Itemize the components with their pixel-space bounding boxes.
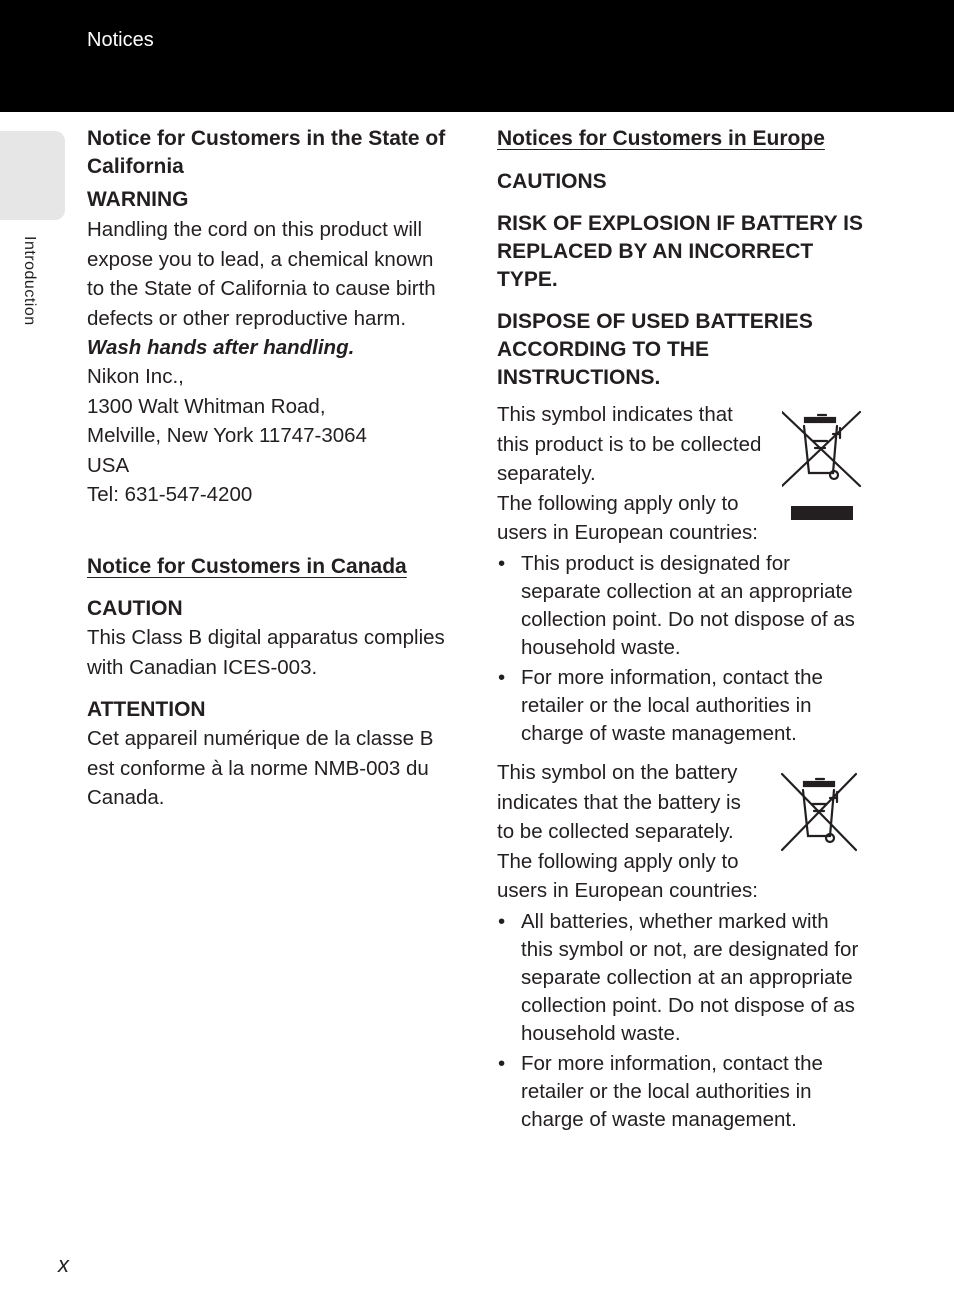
battery-symbol-text: indicates that the battery is xyxy=(497,790,741,814)
battery-bin-crossed-icon xyxy=(780,770,858,854)
risk-warning-line: TYPE. xyxy=(497,268,558,291)
battery-symbol-text: The following apply only to xyxy=(497,849,739,873)
dispose-warning-line: ACCORDING TO THE xyxy=(497,338,709,361)
list-item-line: All batteries, whether marked with xyxy=(521,910,829,933)
battery-symbol-text: This symbol on the battery xyxy=(497,761,738,784)
europe-heading: Notices for Customers in Europe xyxy=(497,127,825,150)
header-bar xyxy=(0,0,954,112)
list-item-line: this symbol or not, are designated for xyxy=(521,938,859,961)
wheelie-bin-crossed-icon xyxy=(782,408,862,522)
cautions-label: CAUTIONS xyxy=(497,170,607,193)
bullet-dot: • xyxy=(498,1052,506,1075)
list-item-line: For more information, contact the xyxy=(521,1052,823,1075)
list-item-line: charge of waste management. xyxy=(521,722,797,745)
list-item xyxy=(497,1050,858,1134)
battery-bullet-list xyxy=(497,908,858,1134)
list-item-line: collection point. Do not dispose of as xyxy=(521,608,855,631)
list-item-line: retailer or the local authorities in xyxy=(521,694,812,717)
warning-text-line: defects or other reproductive harm. xyxy=(87,306,407,330)
battery-symbol-text: to be collected separately. xyxy=(497,820,734,843)
list-item xyxy=(497,908,858,1048)
address-line: 1300 Walt Whitman Road, xyxy=(87,394,326,418)
attention-label: ATTENTION xyxy=(87,698,206,721)
product-symbol-text: separately. xyxy=(497,462,596,485)
bullet-dot: • xyxy=(498,666,506,689)
risk-warning-line: REPLACED BY AN INCORRECT xyxy=(497,240,814,263)
product-symbol-text: this product is to be collected xyxy=(497,432,762,456)
page-title: Notices xyxy=(87,29,154,51)
california-heading-line-1: Notice for Customers in the State of xyxy=(87,127,446,150)
list-item-line: household waste. xyxy=(521,636,681,659)
address-line: Melville, New York 11747-3064 xyxy=(87,424,367,447)
list-item-line: charge of waste management. xyxy=(521,1108,797,1131)
chapter-tab xyxy=(0,131,65,220)
address-line: Tel: 631-547-4200 xyxy=(87,483,253,506)
california-heading-line-2: California xyxy=(87,155,184,178)
product-bullet-list xyxy=(497,550,855,748)
attention-text-line: Cet appareil numérique de la classe B xyxy=(87,727,434,750)
attention-text-line: Canada. xyxy=(87,786,165,809)
list-item-line: separate collection at an appropriate xyxy=(521,580,853,603)
warning-text-line: expose you to lead, a chemical known xyxy=(87,247,434,271)
list-item xyxy=(497,550,855,662)
warning-text-line: to the State of California to cause birth xyxy=(87,277,436,300)
page-number: x xyxy=(58,1252,69,1277)
caution-text-line: with Canadian ICES-003. xyxy=(87,655,318,679)
list-item-line: household waste. xyxy=(521,1022,681,1045)
dispose-warning-line: INSTRUCTIONS. xyxy=(497,366,661,389)
canada-heading: Notice for Customers in Canada xyxy=(87,555,407,578)
product-symbol-text: This symbol indicates that xyxy=(497,403,733,426)
chapter-label: Introduction xyxy=(21,236,38,326)
list-item-line: collection point. Do not dispose of as xyxy=(521,994,855,1017)
list-item-line: For more information, contact the xyxy=(521,666,823,689)
list-item xyxy=(497,664,855,748)
product-symbol-text: users in European countries: xyxy=(497,521,758,544)
caution-text-line: This Class B digital apparatus complies xyxy=(87,626,445,649)
bullet-dot: • xyxy=(498,552,506,575)
warning-text-line: Handling the cord on this product will xyxy=(87,218,423,241)
address-line: Nikon Inc., xyxy=(87,365,184,388)
bullet-dot: • xyxy=(498,910,506,933)
list-item-line: retailer or the local authorities in xyxy=(521,1080,812,1103)
caution-label: CAUTION xyxy=(87,597,183,620)
battery-symbol-text: users in European countries: xyxy=(497,879,758,902)
wash-hands-notice: Wash hands after handling. xyxy=(87,336,355,359)
warning-label: WARNING xyxy=(87,188,189,211)
list-item-line: separate collection at an appropriate xyxy=(521,966,853,989)
address-line: USA xyxy=(87,453,130,477)
risk-warning-line: RISK OF EXPLOSION IF BATTERY IS xyxy=(497,212,863,235)
attention-text-line: est conforme à la norme NMB-003 du xyxy=(87,756,429,780)
product-symbol-text: The following apply only to xyxy=(497,491,739,515)
list-item-line: This product is designated for xyxy=(521,552,790,575)
dispose-warning-line: DISPOSE OF USED BATTERIES xyxy=(497,310,813,333)
